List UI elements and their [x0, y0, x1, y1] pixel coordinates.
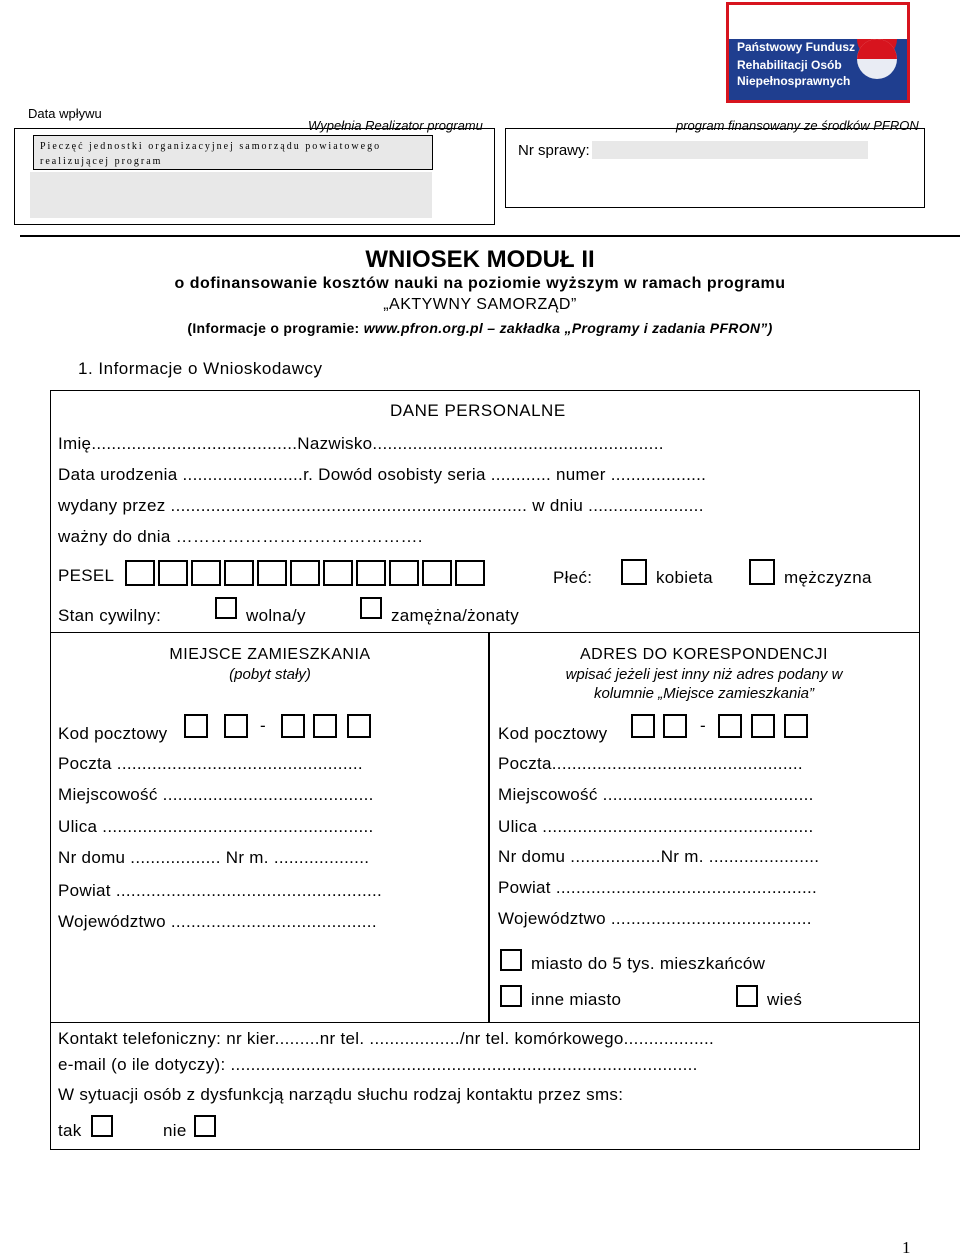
title-line4: [0, 320, 960, 336]
koresp-subtitle1: wpisać jeżeli jest inny niż adres podany w: [565, 666, 843, 683]
wydany-przez-field[interactable]: wydany przez ....................................................................... w dniu .......................: [58, 496, 704, 515]
stan-cywilny-label: Stan cywilny:: [58, 606, 162, 625]
koresp-kod-box[interactable]: [751, 714, 775, 738]
logo-line1: Państwowy Fundusz: [737, 40, 856, 54]
koresp-miejscowosc-field[interactable]: Miejscowość ..........................................: [498, 785, 814, 804]
pesel-row: [58, 560, 485, 588]
pesel-digit-box[interactable]: [323, 560, 353, 586]
title-line4-prefix: (Informacje o programie:: [187, 320, 364, 336]
miejsce-kod-label: Kod pocztowy: [58, 724, 168, 743]
stamp-field[interactable]: [30, 172, 432, 218]
pesel-digit-box[interactable]: [455, 560, 485, 586]
nr-sprawy-box: [505, 128, 925, 208]
logo-line3: Niepełnosprawnych: [737, 74, 851, 88]
wolna-checkbox[interactable]: [215, 597, 237, 619]
logo: [726, 2, 910, 103]
pfron-link[interactable]: www.pfron.org.pl: [363, 320, 484, 336]
miejsce-wojewodztwo-field[interactable]: Województwo .........................................: [58, 912, 377, 931]
pesel-label: PESEL: [58, 566, 115, 585]
koresp-kod-box[interactable]: [631, 714, 655, 738]
pesel-digit-box[interactable]: [158, 560, 188, 586]
zamezna-label: zamężna/żonaty: [391, 606, 519, 625]
koresp-nr-domu-field[interactable]: Nr domu ..................Nr m. ......................: [498, 847, 820, 866]
miejsce-kod-box[interactable]: [184, 714, 208, 738]
miasto5-label: miasto do 5 tys. mieszkańców: [531, 954, 766, 973]
koresp-poczta-field[interactable]: Poczta..................................................: [498, 754, 803, 773]
data-wplywu-label: Data wpływu: [28, 106, 102, 121]
section1-heading: 1. Informacje o Wnioskodawcy: [78, 359, 323, 378]
miasto5-checkbox[interactable]: [500, 949, 522, 971]
koresp-ulica-field[interactable]: Ulica ......................................................: [498, 817, 814, 836]
logo-line2: Rehabilitacji Osób: [737, 58, 842, 72]
header-divider: [20, 235, 960, 237]
imie-nazwisko-field[interactable]: Imię.........................................Nazwisko..........................................................: [58, 434, 664, 453]
miejsce-powiat-field[interactable]: Powiat .....................................................: [58, 881, 383, 900]
miejsce-subtitle: (pobyt stały): [229, 666, 311, 683]
page-number: 1: [902, 1238, 911, 1257]
wolna-label: wolna/y: [246, 606, 306, 625]
miejsce-ulica-field[interactable]: Ulica ......................................................: [58, 817, 374, 836]
koresp-kod-box[interactable]: [784, 714, 808, 738]
pesel-digit-box[interactable]: [224, 560, 254, 586]
dane-personalne-title: DANE PERSONALNE: [390, 401, 566, 420]
pesel-digit-box[interactable]: [356, 560, 386, 586]
koresp-kod-box[interactable]: [663, 714, 687, 738]
tak-checkbox[interactable]: [91, 1115, 113, 1137]
title-line2: o dofinansowanie kosztów nauki na poziomie wyższym w ramach programu: [174, 275, 786, 292]
kobieta-checkbox[interactable]: [621, 559, 647, 585]
nr-sprawy-label: Nr sprawy:: [518, 142, 590, 159]
wies-label: wieś: [767, 990, 803, 1009]
mezczyzna-label: mężczyzna: [784, 568, 872, 587]
miejsce-nr-domu-field[interactable]: Nr domu .................. Nr m. ...................: [58, 848, 370, 867]
kobieta-label: kobieta: [656, 568, 713, 587]
miejsce-title: MIEJSCE ZAMIESZKANIA: [169, 646, 371, 663]
koresp-kod-label: Kod pocztowy: [498, 724, 608, 743]
nie-label: nie: [163, 1121, 187, 1140]
miejsce-miejscowosc-field[interactable]: Miejscowość ..........................................: [58, 785, 374, 804]
tak-label: tak: [58, 1121, 82, 1140]
koresp-wojewodztwo-field[interactable]: Województwo ........................................: [498, 909, 812, 928]
kontakt-telefon-field[interactable]: Kontakt telefoniczny: nr kier.........nr tel. ................../nr tel. komórkowego..................: [58, 1029, 715, 1048]
koresp-powiat-field[interactable]: Powiat ....................................................: [498, 878, 818, 897]
pesel-digit-box[interactable]: [191, 560, 221, 586]
koresp-kod-box[interactable]: [718, 714, 742, 738]
zamezna-checkbox[interactable]: [360, 597, 382, 619]
pesel-digit-box[interactable]: [422, 560, 452, 586]
koresp-subtitle2: kolumnie „Miejsce zamieszkania”: [593, 685, 815, 702]
title-line3: „AKTYWNY SAMORZĄD”: [383, 296, 577, 313]
miejsce-poczta-field[interactable]: Poczta .................................................: [58, 754, 363, 773]
finansowany-label: program finansowany ze środków PFRON: [676, 118, 919, 133]
inne-miasto-checkbox[interactable]: [500, 985, 522, 1007]
koresp-kod-dash: -: [700, 716, 706, 735]
mezczyzna-checkbox[interactable]: [749, 559, 775, 585]
title-main: WNIOSEK MODUŁ II: [365, 246, 595, 273]
kontakt-sluch-label: W sytuacji osób z dysfunkcją narządu słuchu rodzaj kontaktu przez sms:: [58, 1085, 624, 1104]
plec-label: Płeć:: [553, 568, 593, 587]
inne-miasto-label: inne miasto: [531, 990, 622, 1009]
miejsce-kod-box[interactable]: [281, 714, 305, 738]
nie-checkbox[interactable]: [194, 1115, 216, 1137]
pesel-digit-box[interactable]: [389, 560, 419, 586]
miejsce-kod-box[interactable]: [313, 714, 337, 738]
miejsce-kod-box[interactable]: [224, 714, 248, 738]
wypelnia-label: Wypełnia Realizator programu: [308, 118, 483, 133]
data-urodzenia-field[interactable]: Data urodzenia ........................r. Dowód osobisty seria ............ numer ...................: [58, 465, 707, 484]
nr-sprawy-field[interactable]: [592, 141, 868, 159]
pieczec-label: Pieczęć jednostki organizacyjnej samorządu powiatowego realizującej program: [40, 141, 382, 167]
miejsce-kod-dash: -: [260, 716, 266, 735]
pesel-digit-box[interactable]: [257, 560, 287, 586]
koresp-title: ADRES DO KORESPONDENCJI: [580, 646, 828, 663]
pesel-boxes[interactable]: [125, 560, 485, 588]
wazny-do-field[interactable]: ważny do dnia …………………………………….: [58, 527, 423, 546]
pesel-digit-box[interactable]: [125, 560, 155, 586]
title-line4-suffix: – zakładka „Programy i zadania PFRON”): [483, 320, 773, 336]
pesel-digit-box[interactable]: [290, 560, 320, 586]
miejsce-kod-box[interactable]: [347, 714, 371, 738]
wies-checkbox[interactable]: [736, 985, 758, 1007]
kontakt-email-field[interactable]: e-mail (o ile dotyczy): .............................................................................................: [58, 1055, 698, 1074]
